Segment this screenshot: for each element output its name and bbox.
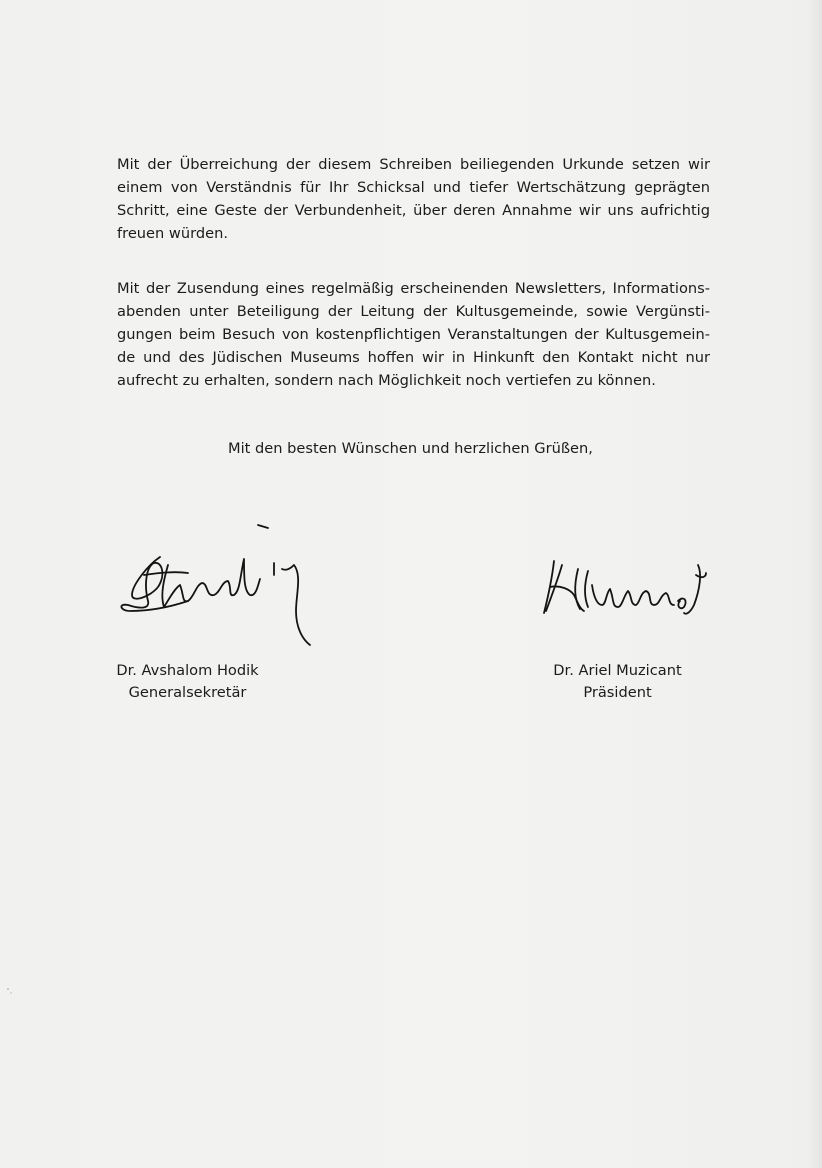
signatory-left	[105, 660, 270, 704]
paragraph-line: aufrecht zu erhalten, sondern nach Möglichkeit noch vertiefen zu können.	[117, 372, 656, 389]
closing-salutation: Mit den besten Wünschen und herzlichen Grüßen,	[228, 440, 593, 457]
signature-left	[110, 515, 315, 655]
signatory-title: Präsident	[583, 684, 652, 701]
paper-speck	[6, 986, 16, 996]
paragraph-line: abenden unter Beteiligung der Leitung der Kultusgemeinde, sowie Vergünsti-	[117, 303, 710, 320]
paragraph-line: Schritt, eine Geste der Verbundenheit, über deren Annahme wir uns aufrichtig	[117, 202, 710, 219]
paragraph-certificate	[117, 153, 710, 245]
paragraph-line: freuen würden.	[117, 225, 228, 242]
paragraph-line: de und des Jüdischen Museums hoffen wir in Hinkunft den Kontakt nicht nur	[117, 349, 710, 366]
paragraph-line: Mit der Zusendung eines regelmäßig erscheinenden Newsletters, Informations-	[117, 280, 710, 297]
signature-right	[540, 555, 710, 625]
signatory-right	[540, 660, 695, 704]
signatory-title: Generalsekretär	[128, 684, 247, 701]
paragraph-line: einem von Verständnis für Ihr Schicksal und tiefer Wertschätzung geprägten	[117, 179, 710, 196]
signatory-name: Dr. Avshalom Hodik	[116, 662, 259, 679]
paragraph-newsletter	[117, 277, 710, 392]
paragraph-line: gungen beim Besuch von kostenpflichtigen Veranstaltungen der Kultusgemein-	[117, 326, 710, 343]
paragraph-line: Mit der Überreichung der diesem Schreiben beiliegenden Urkunde setzen wir	[117, 156, 710, 173]
signatory-name: Dr. Ariel Muzicant	[553, 662, 682, 679]
page-edge-shadow	[808, 0, 822, 1168]
